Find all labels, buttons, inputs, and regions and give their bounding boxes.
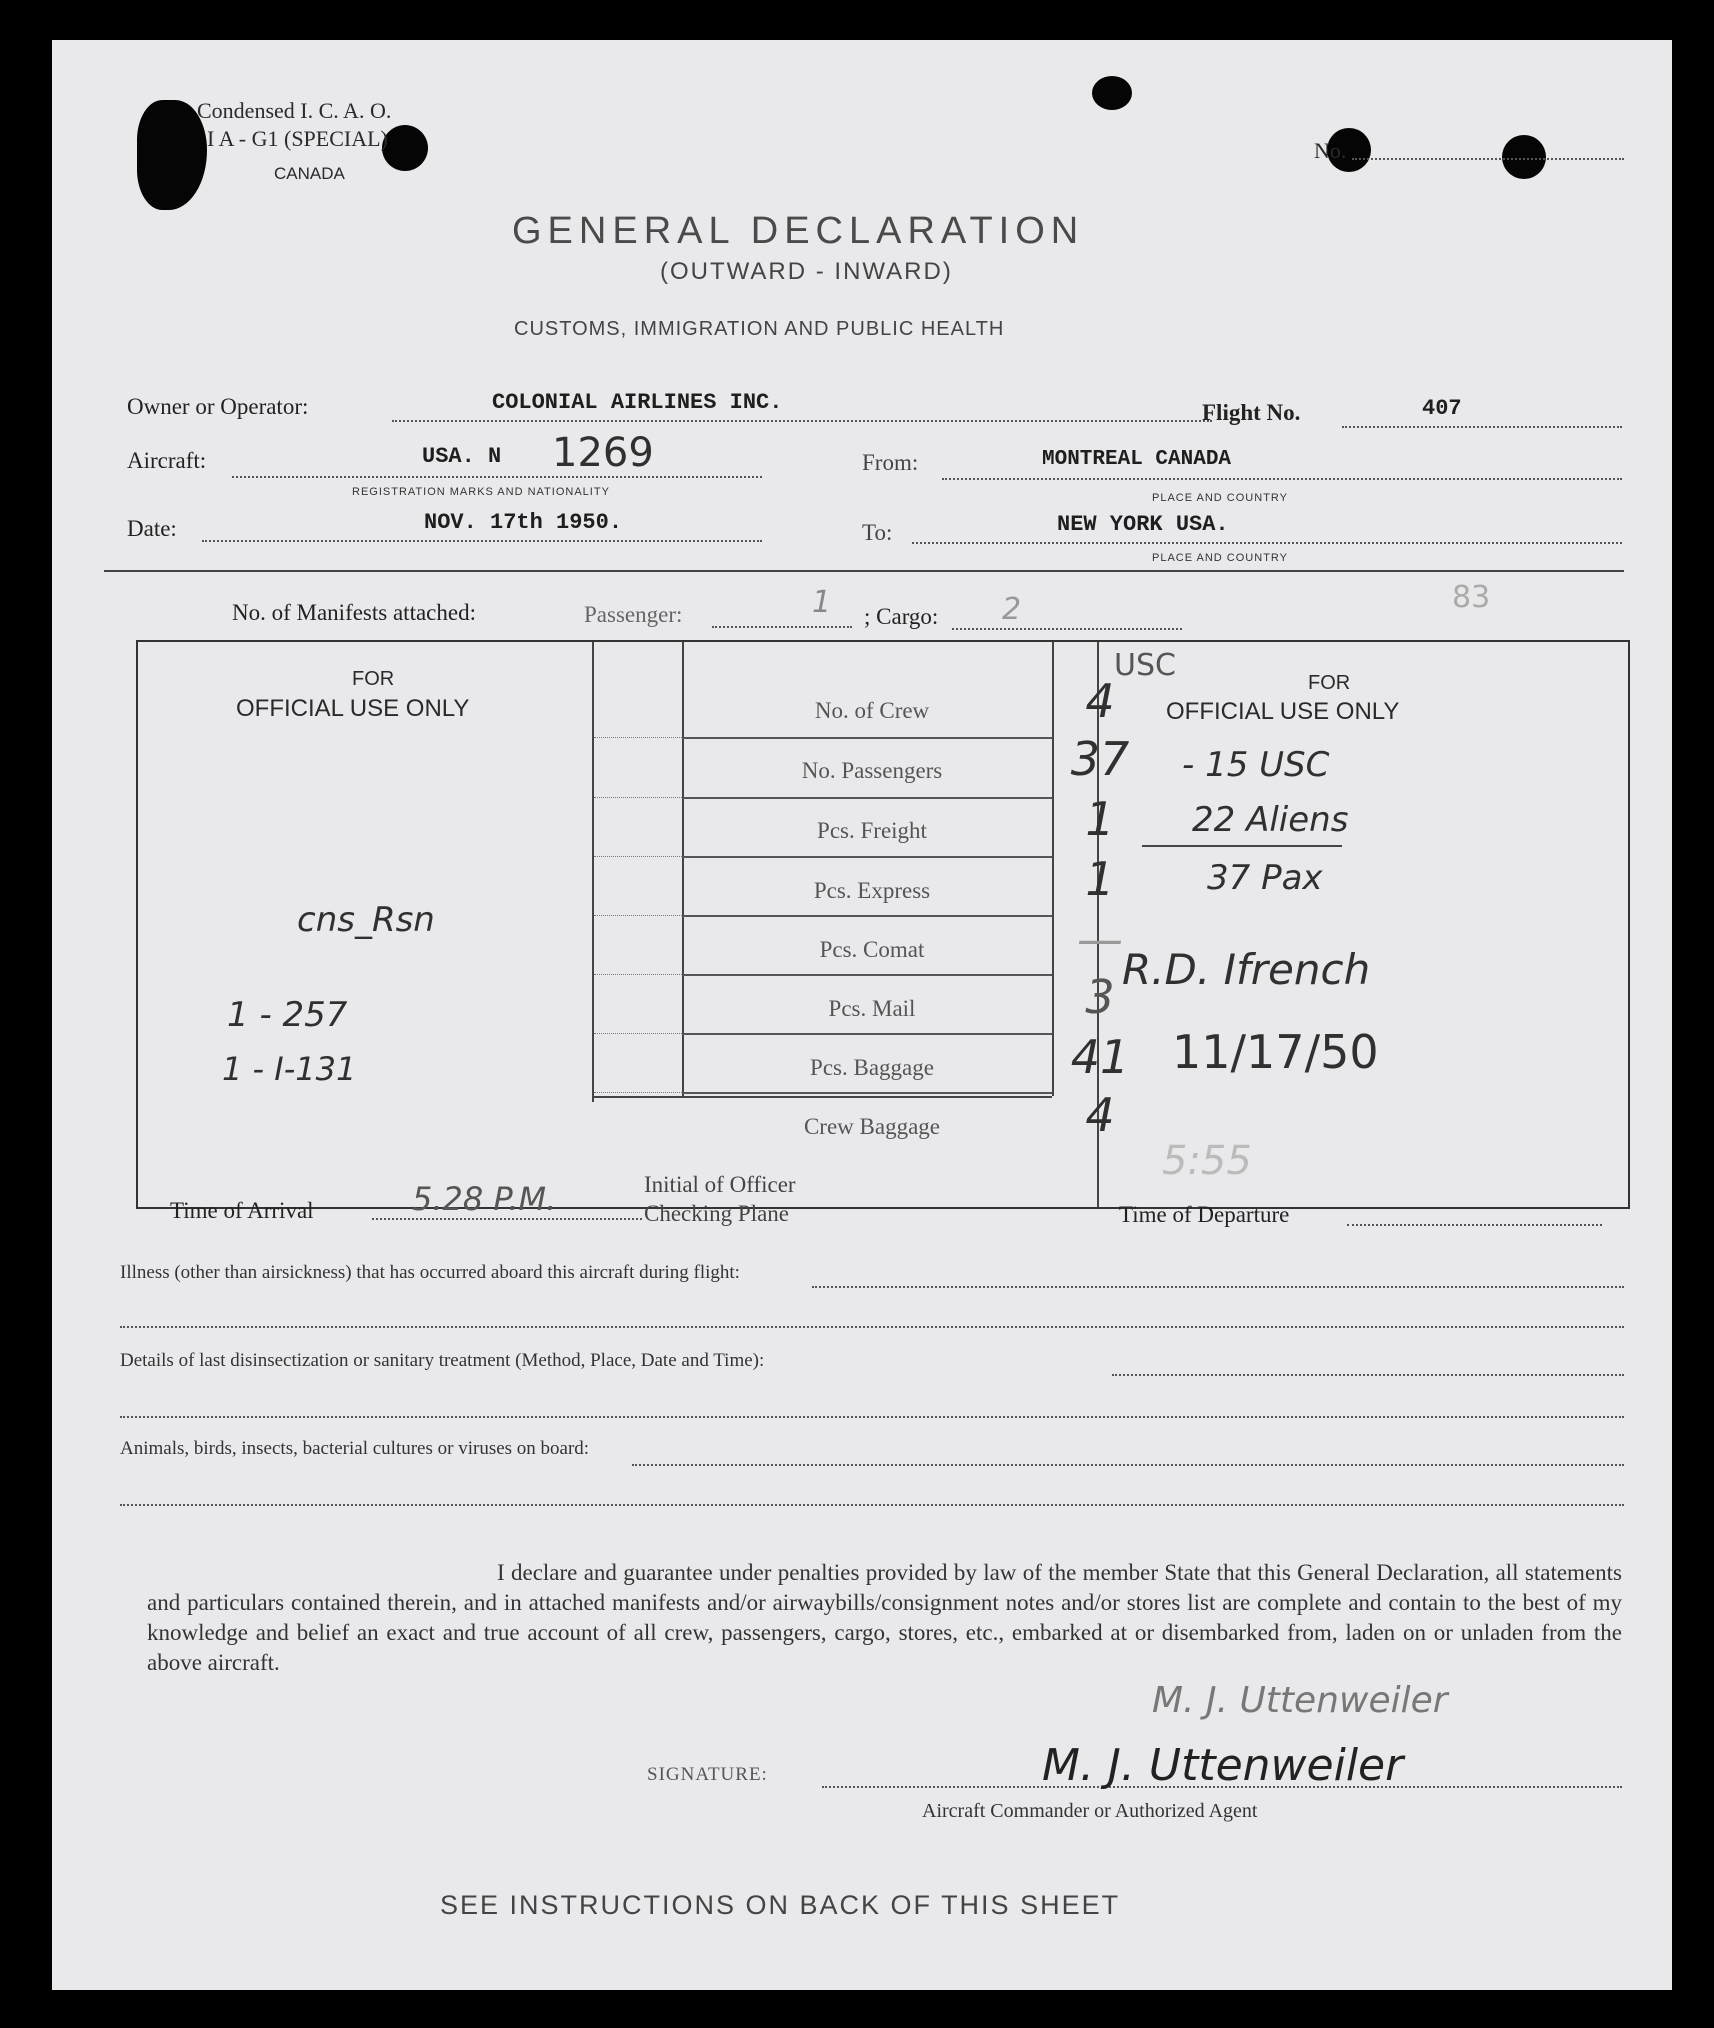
officer-initial-label bbox=[644, 1170, 796, 1228]
arrival-line bbox=[372, 1218, 642, 1220]
manifest-passenger-label: Passenger: bbox=[584, 602, 683, 627]
to-value: NEW YORK USA. bbox=[1057, 512, 1229, 537]
corner-number: 83 bbox=[1452, 580, 1491, 615]
row-value-freight: 1 bbox=[1085, 792, 1115, 846]
punch-hole bbox=[1092, 76, 1132, 110]
row-label-baggage: Pcs. Baggage bbox=[810, 1055, 934, 1080]
page-subtitle: (OUTWARD - INWARD) bbox=[660, 258, 953, 285]
left-official-title: OFFICIAL USE ONLY bbox=[236, 695, 470, 722]
animals-line-2 bbox=[120, 1504, 1624, 1506]
row-value-express: 1 bbox=[1085, 852, 1115, 906]
signature-handwritten: M. J. Uttenweiler bbox=[1042, 1740, 1404, 1791]
arrival-value: 5.28 P.M. bbox=[412, 1180, 557, 1218]
form-code-line1: Condensed I. C. A. O. bbox=[197, 98, 392, 123]
row-value-passengers: 37 bbox=[1070, 732, 1130, 786]
manifests-label: No. of Manifests attached: bbox=[232, 600, 476, 625]
right-official-title: OFFICIAL USE ONLY bbox=[1166, 698, 1400, 725]
owner-value: COLONIAL AIRLINES INC. bbox=[492, 390, 783, 415]
flight-value: 407 bbox=[1422, 396, 1462, 421]
row-label-comat: Pcs. Comat bbox=[819, 937, 925, 962]
departure-line bbox=[1347, 1224, 1602, 1226]
row-label-freight: Pcs. Freight bbox=[817, 818, 927, 843]
aircraft-value: USA. N bbox=[422, 444, 502, 469]
signature-label: SIGNATURE: bbox=[647, 1764, 768, 1785]
manifest-passenger-line bbox=[712, 626, 852, 628]
row-label-passengers: No. Passengers bbox=[801, 758, 943, 783]
number-field bbox=[1352, 158, 1624, 160]
from-line bbox=[942, 478, 1622, 480]
right-note-top: USC bbox=[1114, 648, 1176, 683]
row-value-mail: 3 bbox=[1085, 970, 1115, 1024]
illness-label: Illness (other than airsickness) that has occurred aboard this aircraft during flight: bbox=[120, 1262, 740, 1283]
to-caption: PLACE AND COUNTRY bbox=[1152, 552, 1288, 564]
from-caption: PLACE AND COUNTRY bbox=[1152, 492, 1288, 504]
page-title: GENERAL DECLARATION bbox=[512, 210, 1085, 252]
page-category: CUSTOMS, IMMIGRATION AND PUBLIC HEALTH bbox=[514, 318, 1005, 340]
aircraft-label: Aircraft: bbox=[127, 448, 207, 473]
form-country: CANADA bbox=[274, 164, 345, 183]
illness-line bbox=[812, 1286, 1624, 1288]
to-line bbox=[912, 542, 1622, 544]
right-note-5: 11/17/50 bbox=[1172, 1025, 1379, 1079]
to-label: To: bbox=[862, 520, 893, 545]
right-note-1: - 15 USC bbox=[1182, 745, 1330, 785]
declaration-text: I declare and guarantee under penalties provided by law of the member State that this General Declaration, all statements and particulars contained therein, and in attached manifests and/or airwaybills/consignment notes and/or stores list are complete and contain to the best of my knowledge and belief an exact and true account of all crew, passengers, cargo, stores, etc., embarked at or disembarked from, laden on or unladen from the above aircraft. bbox=[147, 1560, 1622, 1675]
owner-label: Owner or Operator: bbox=[127, 394, 309, 419]
disinsectization-label: Details of last disinsectization or sanitary treatment (Method, Place, Date and Time): bbox=[120, 1350, 765, 1371]
row-label-express: Pcs. Express bbox=[813, 878, 931, 903]
number-label: No. bbox=[1314, 138, 1347, 163]
flight-line bbox=[1342, 426, 1622, 428]
officer-initial-line-2: Checking Plane bbox=[644, 1201, 789, 1226]
manifest-cargo-line bbox=[952, 628, 1182, 630]
date-line bbox=[202, 540, 762, 542]
row-value-crew: 4 bbox=[1085, 674, 1115, 728]
left-note-1: cns_Rsn bbox=[297, 900, 435, 940]
date-value: NOV. 17th 1950. bbox=[424, 510, 623, 535]
form-code-line2: I A - G1 (SPECIAL) bbox=[207, 126, 388, 151]
arrival-label: Time of Arrival bbox=[170, 1198, 314, 1223]
right-note-2: 22 Aliens bbox=[1192, 800, 1349, 840]
row-value-comat: — bbox=[1077, 912, 1123, 966]
departure-label: Time of Departure bbox=[1119, 1202, 1290, 1227]
from-label: From: bbox=[862, 450, 919, 475]
right-faint-note: 5:55 bbox=[1162, 1138, 1252, 1184]
row-value-baggage: 41 bbox=[1070, 1030, 1130, 1084]
right-official-for: FOR bbox=[1308, 672, 1351, 694]
officer-initial-line-1: Initial of Officer bbox=[644, 1172, 796, 1197]
manifest-cargo-label: ; Cargo: bbox=[864, 604, 939, 629]
animals-label: Animals, birds, insects, bacterial cultures or viruses on board: bbox=[120, 1438, 590, 1459]
tally-line bbox=[1142, 845, 1342, 847]
signature-caption: Aircraft Commander or Authorized Agent bbox=[922, 1800, 1258, 1822]
left-note-3: 1 - I-131 bbox=[222, 1050, 357, 1088]
owner-line bbox=[392, 420, 1212, 422]
right-note-4: R.D. Ifrench bbox=[1122, 945, 1371, 994]
punch-hole bbox=[382, 125, 428, 171]
illness-line-2 bbox=[120, 1326, 1624, 1328]
manifest-passenger-value: 1 bbox=[812, 585, 832, 620]
form-sheet bbox=[52, 40, 1672, 1990]
registration-caption: REGISTRATION MARKS AND NATIONALITY bbox=[352, 486, 610, 498]
right-note-3: 37 Pax bbox=[1207, 858, 1323, 898]
disinsectization-line-2 bbox=[120, 1416, 1624, 1418]
footer-instructions: SEE INSTRUCTIONS ON BACK OF THIS SHEET bbox=[440, 1890, 1121, 1920]
left-official-for: FOR bbox=[352, 668, 395, 690]
date-label: Date: bbox=[127, 516, 177, 541]
punch-hole bbox=[1502, 135, 1546, 179]
aircraft-handwritten: 1269 bbox=[552, 430, 654, 476]
left-note-2: 1 - 257 bbox=[227, 995, 348, 1035]
row-label-crew: No. of Crew bbox=[814, 698, 930, 723]
disinsectization-line bbox=[1112, 1374, 1624, 1376]
flight-label: Flight No. bbox=[1202, 400, 1301, 425]
animals-line bbox=[632, 1464, 1624, 1466]
from-value: MONTREAL CANADA bbox=[1042, 448, 1232, 471]
row-value-crew-baggage: 4 bbox=[1085, 1088, 1115, 1142]
signature-faint: M. J. Uttenweiler bbox=[1152, 1680, 1448, 1721]
manifest-cargo-value: 2 bbox=[1002, 592, 1022, 627]
row-label-crew-baggage: Crew Baggage bbox=[803, 1114, 941, 1139]
aircraft-line bbox=[232, 476, 762, 478]
divider bbox=[104, 570, 1624, 572]
row-label-mail: Pcs. Mail bbox=[828, 996, 916, 1021]
